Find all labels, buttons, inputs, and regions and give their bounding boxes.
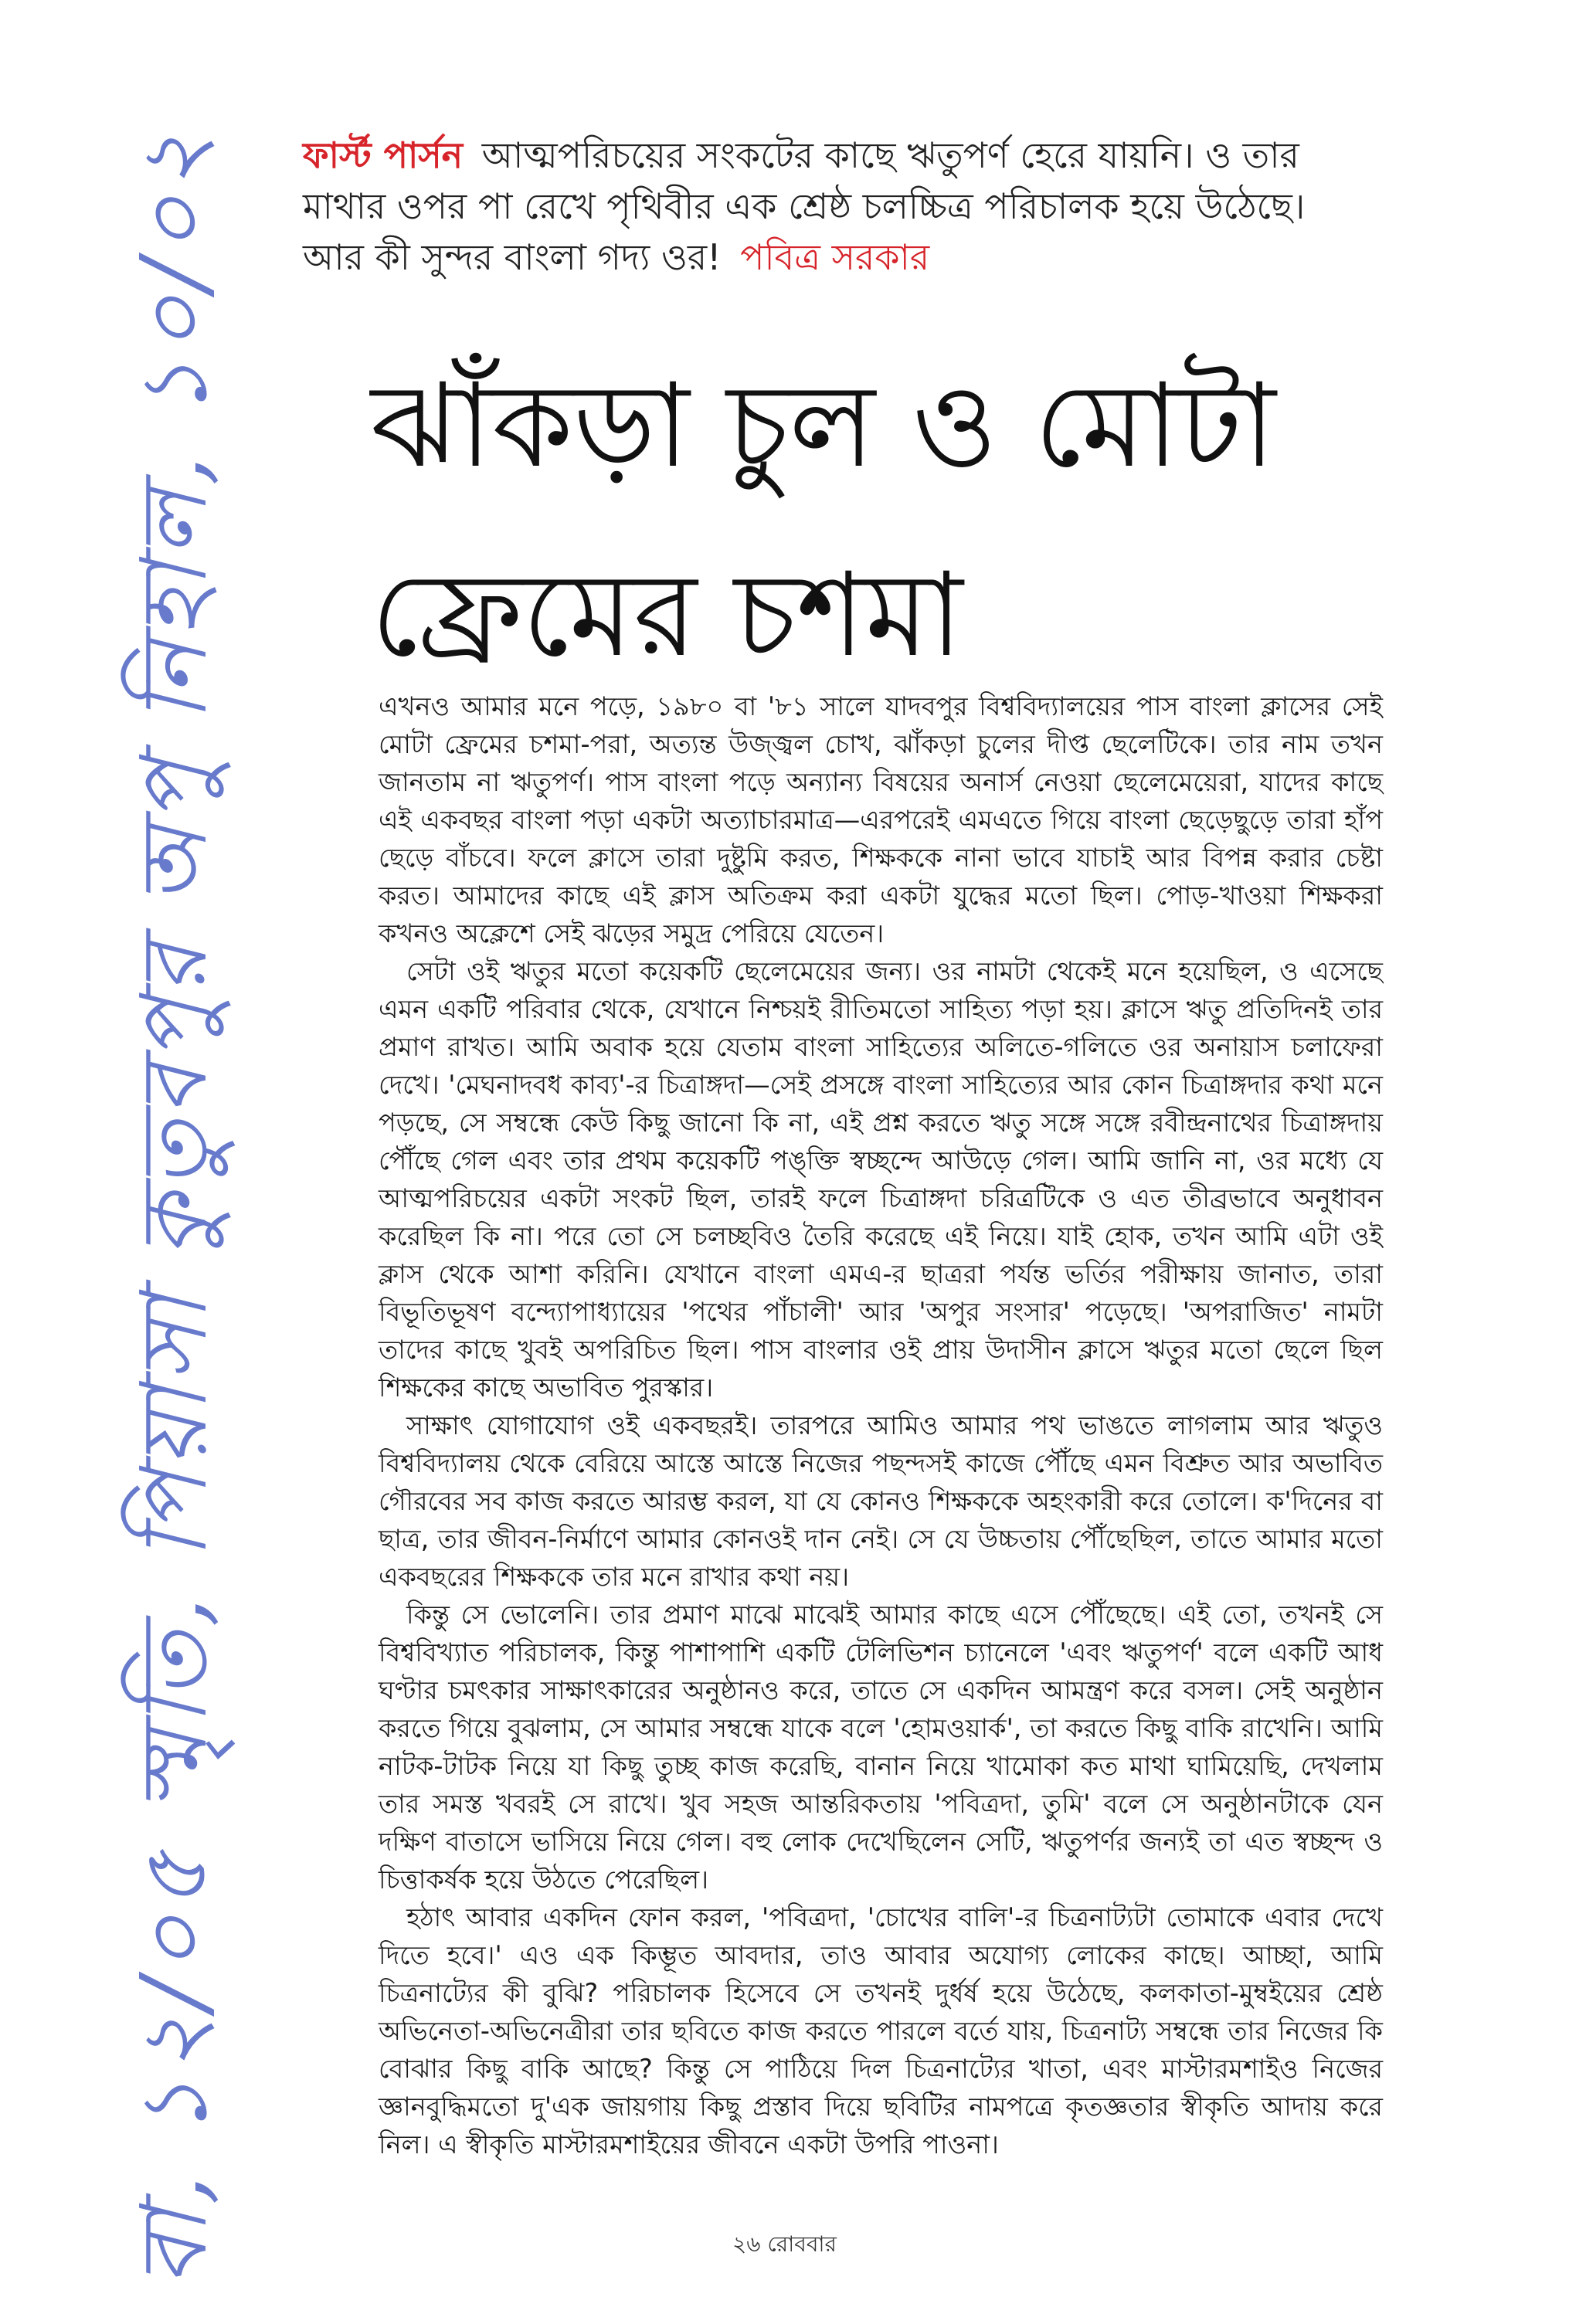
article-body bbox=[379, 687, 1383, 2163]
article-paragraph: এখনও আমার মনে পড়ে, ১৯৮০ বা '৮১ সালে যাদবপুর বিশ্ববিদ্যালয়ের পাস বাংলা ক্লাসের সেই মোটা ফ্রেমের চশমা-পরা, অত্যন্ত উজ্জ্বল চোখ, ঝাঁকড়া চুলের দীপ্ত ছেলেটিকে। তার নাম তখন জানতাম না ঋতুপর্ণ। পাস বাংলা পড়ে অন্যান্য বিষয়ের অনার্স নেওয়া ছেলেমেয়েরা, যাদের কাছে এই একবছর বাংলা পড়া একটা অত্যাচারমাত্র—এরপরেই এমএতে গিয়ে বাংলা ছেড়েছুড়ে তারা হাঁপ ছেড়ে বাঁচবে। ফলে ক্লাসে তারা দুষ্টুমি করত, শিক্ষককে নানা ভাবে যাচাই আর বিপন্ন করার চেষ্টা করত। আমাদের কাছে এই ক্লাস অতিক্রম করা একটা যুদ্ধের মতো ছিল। পোড়-খাওয়া শিক্ষকরা কখনও অক্লেশে সেই ঝড়ের সমুদ্র পেরিয়ে যেতেন। bbox=[379, 691, 1383, 948]
standfirst-text: আত্মপরিচয়ের সংকটের কাছে ঋতুপর্ণ হেরে যায়নি। ও তার মাথার ওপর পা রেখে পৃথিবীর এক শ্রেষ্ঠ চলচ্চিত্র পরিচালক হয়ে উঠেছে। আর কী সুন্দর বাংলা গদ্য ওর! bbox=[303, 134, 1306, 278]
handwritten-margin-note: বা, ১২/০৫ স্মৃতি, পিয়াসা কুতুবপুর অপু নিহাল, ১০/০২ bbox=[121, 127, 227, 2286]
headline: ঝাঁকড়া চুল ও মোটা ফ্রেমের চশমা bbox=[371, 359, 1276, 683]
article-paragraph: হঠাৎ আবার একদিন ফোন করল, 'পবিত্রদা, 'চোখের বালি'-র চিত্রনাট্যটা তোমাকে এবার দেখে দিতে হবে।' এও এক কিম্ভূত আবদার, তাও আবার অযোগ্য লোকের কাছে। আচ্ছা, আমি চিত্রনাট্যের কী বুঝি? পরিচালক হিসেবে সে তখনই দুর্ধর্ষ হয়ে উঠেছে, কলকাতা-মুম্বইয়ের শ্রেষ্ঠ অভিনেতা-অভিনেত্রীরা তার ছবিতে কাজ করতে পারলে বর্তে যায়, চিত্রনাট্য সম্বন্ধে তার নিজের কি বোঝার কিছু বাকি আছে? কিন্তু সে পাঠিয়ে দিল চিত্রনাট্যের খাতা, এবং মাস্টারমশাইও নিজের জ্ঞানবুদ্ধিমতো দু'এক জায়গায় কিছু প্রস্তাব দিয়ে ছবিটির নামপত্রে কৃতজ্ঞতার স্বীকৃতি আদায় করে নিল। এ স্বীকৃতি মাস্টারমশাইয়ের জীবনে একটা উপরি পাওনা। bbox=[379, 1902, 1383, 2159]
article-paragraph: সেটা ওই ঋতুর মতো কয়েকটি ছেলেমেয়ের জন্য। ওর নামটা থেকেই মনে হয়েছিল, ও এসেছে এমন একটি পরিবার থেকে, যেখানে নিশ্চয়ই রীতিমতো সাহিত্য পড়া হয়। ক্লাসে ঋতু প্রতিদিনই তার প্রমাণ রাখত। আমি অবাক হয়ে যেতাম বাংলা সাহিত্যের অলিতে-গলিতে ওর অনায়াস চলাফেরা দেখে। 'মেঘনাদবধ কাব্য'-র চিত্রাঙ্গদা—সেই প্রসঙ্গে বাংলা সাহিত্যের আর কোন চিত্রাঙ্গদার কথা মনে পড়ছে, সে সম্বন্ধে কেউ কিছু জানো কি না, এই প্রশ্ন করতে ঋতু সঙ্গে সঙ্গে রবীন্দ্রনাথের চিত্রাঙ্গদায় পৌঁছে গেল এবং তার প্রথম কয়েকটি পঙ্‌ক্তি স্বচ্ছন্দে আউড়ে গেল। আমি জানি না, ওর মধ্যে যে আত্মপরিচয়ের একটা সংকট ছিল, তারই ফলে চিত্রাঙ্গদা চরিত্রটিকে ও এত তীব্রভাবে অনুধাবন করেছিল কি না। পরে তো সে চলচ্ছবিও তৈরি করেছে এই নিয়ে। যাই হোক, তখন আমি এটা ওই ক্লাস থেকে আশা করিনি। যেখানে বাংলা এমএ-র ছাত্ররা পর্যন্ত ভর্তির পরীক্ষায় জানাত, তারা বিভূতিভূষণ বন্দ্যোপাধ্যায়ের 'পথের পাঁচালী' আর 'অপুর সংসার' পড়েছে। 'অপরাজিত' নামটা তাদের কাছে খুবই অপরিচিত ছিল। পাস বাংলার ওই প্রায় উদাসীন ক্লাসে ঋতুর মতো ছেলে ছিল শিক্ষকের কাছে অভাবিত পুরস্কার। bbox=[379, 956, 1383, 1403]
page-folio: ২৬ রোববার bbox=[732, 2231, 837, 2257]
standfirst bbox=[303, 130, 1369, 283]
article-paragraph: সাক্ষাৎ যোগাযোগ ওই একবছরই। তারপরে আমিও আমার পথ ভাঙতে লাগলাম আর ঋতুও বিশ্ববিদ্যালয় থেকে বেরিয়ে আস্তে আস্তে নিজের পছন্দসই কাজে পৌঁছে এমন বিশ্রুত আর অভাবিত গৌরবের সব কাজ করতে আরম্ভ করল, যা যে কোনও শিক্ষককে অহংকারী করে তোলে। ক'দিনের বা ছাত্র, তার জীবন-নির্মাণে আমার কোনওই দান নেই। সে যে উচ্চতায় পৌঁছেছিল, তাতে আমার মতো একবছরের শিক্ষককে তার মনে রাখার কথা নয়। bbox=[379, 1410, 1383, 1592]
article-paragraph: কিন্তু সে ভোলেনি। তার প্রমাণ মাঝে মাঝেই আমার কাছে এসে পৌঁছেছে। এই তো, তখনই সে বিশ্ববিখ্যাত পরিচালক, কিন্তু পাশাপাশি একটি টেলিভিশন চ্যানেলে 'এবং ঋতুপর্ণ' বলে একটি আধ ঘণ্টার চমৎকার সাক্ষাৎকারের অনুষ্ঠানও করে, তাতে সে একদিন আমন্ত্রণ করে বসল। সেই অনুষ্ঠান করতে গিয়ে বুঝলাম, সে আমার সম্বন্ধে যাকে বলে 'হোমওয়ার্ক', তা করতে কিছু বাকি রাখেনি। আমি নাটক-টাটক নিয়ে যা কিছু তুচ্ছ কাজ করেছি, বানান নিয়ে খামোকা কত মাথা ঘামিয়েছি, দেখলাম তার সমস্ত খবরই সে রাখে। খুব সহজ আন্তরিকতায় 'পবিত্রদা, তুমি' বলে সে অনুষ্ঠানটাকে যেন দক্ষিণ বাতাসে ভাসিয়ে নিয়ে গেল। বহু লোক দেখেছিলেন সেটি, ঋতুপর্ণর জন্যই তা এত স্বচ্ছন্দ ও চিত্তাকর্ষক হয়ে উঠতে পেরেছিল। bbox=[379, 1600, 1383, 1895]
section-label: ফার্স্ট পার্সন bbox=[303, 134, 464, 176]
author-name: পবিত্র সরকার bbox=[740, 236, 930, 278]
